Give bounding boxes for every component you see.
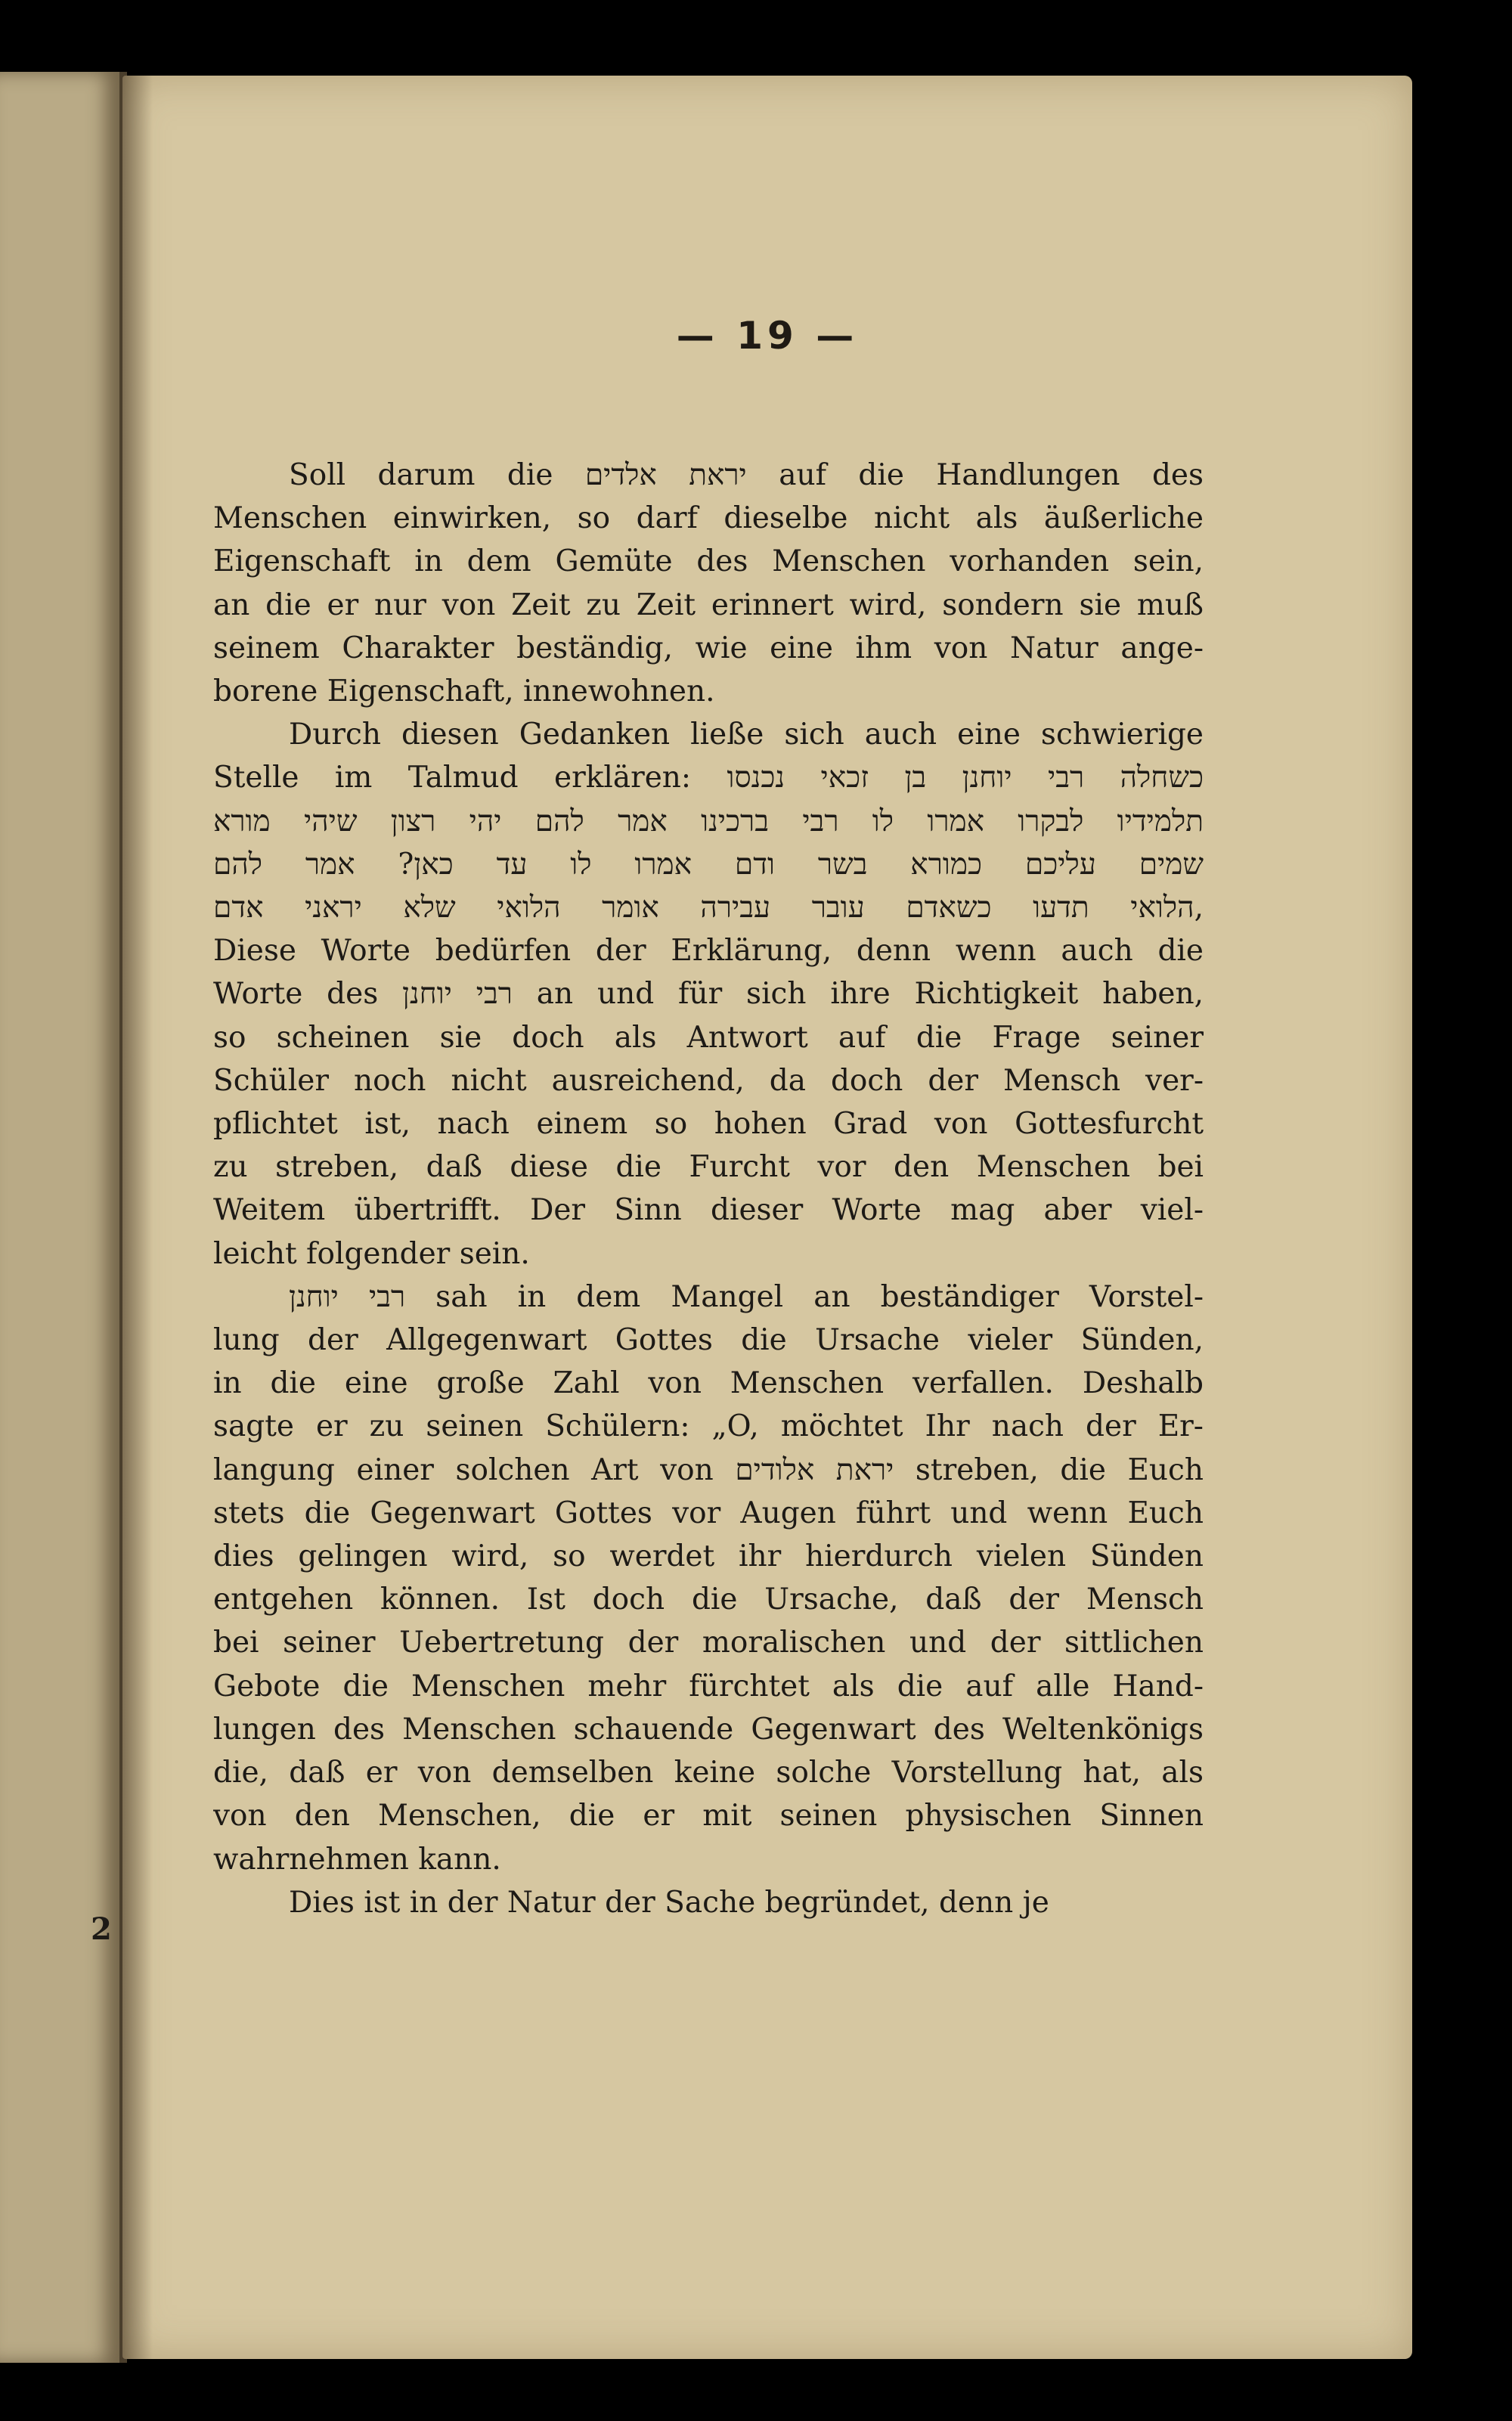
book-page	[122, 76, 1412, 2359]
paragraph	[213, 713, 1204, 1276]
text-line: lung der Allgegenwart Gottes die Ursache vieler Sünden,	[213, 1323, 1204, 1358]
text-line: so scheinen sie doch als Antwort auf die Frage seiner	[213, 1020, 1204, 1055]
text-line: Schüler noch nicht ausreichend, da doch der Mensch ver-	[213, 1063, 1204, 1098]
text-line: Worte des רבי יוחנן an und für sich ihre Richtigkeit haben,	[213, 977, 1204, 1012]
text-line: Durch diesen Gedanken ließe sich auch eine schwierige	[289, 718, 1204, 752]
text-line: Soll darum die יראת אלדים auf die Handlungen des	[289, 458, 1204, 492]
text-line: dies gelingen wird, so werdet ihr hierdurch vielen Sünden	[213, 1539, 1204, 1574]
paragraph	[213, 1276, 1204, 1881]
text-line: seinem Charakter beständig, wie eine ihm von Natur ange-	[213, 631, 1204, 665]
text-line: borene Eigenschaft, innewohnen.	[213, 674, 715, 709]
text-line: רבי יוחנן sah in dem Mangel an beständiger Vorstel-	[289, 1279, 1204, 1314]
page-gutter-shadow	[122, 76, 153, 2359]
body-text	[213, 454, 1204, 1924]
text-line: an die er nur von Zeit zu Zeit erinnert wird, sondern sie muß	[213, 587, 1204, 622]
text-line: תלמידיו לבקרו אמרו לו רבי ברכינו אמר להם יהי רצון שיהי מורא	[213, 804, 1204, 839]
text-line: pflichtet ist, nach einem so hohen Grad von Gottesfurcht	[213, 1107, 1204, 1142]
text-line: entgehen können. Ist doch die Ursache, daß der Mensch	[213, 1582, 1204, 1617]
text-line: langung einer solchen Art von יראת אלודים streben, die Euch	[213, 1452, 1204, 1487]
text-line: sagte er zu seinen Schülern: „O, möchtet Ihr nach der Er-	[213, 1409, 1204, 1444]
text-line: הלואי תדעו כשאדם עובר עבירה אומר הלואי שלא יראני אדם,	[213, 891, 1204, 925]
text-line: zu streben, daß diese die Furcht vor den Menschen bei	[213, 1150, 1204, 1185]
text-line: Gebote die Menschen mehr fürchtet als die auf alle Hand-	[213, 1669, 1204, 1703]
text-line: Eigenschaft in dem Gemüte des Menschen vorhanden sein,	[213, 544, 1204, 579]
signature-mark: 2	[91, 1911, 112, 1947]
text-line: von den Menschen, die er mit seinen physischen Sinnen	[213, 1799, 1204, 1834]
text-line: lungen des Menschen schauende Gegenwart des Weltenkönigs	[213, 1712, 1204, 1747]
page-number: — 19 —	[676, 314, 859, 358]
facing-page-edge	[0, 72, 127, 2363]
text-line: Dies ist in der Natur der Sache begründet, denn je	[289, 1885, 1049, 1920]
text-line: leicht folgender sein.	[213, 1236, 530, 1271]
paragraph	[213, 454, 1204, 713]
text-line: Menschen einwirken, so darf dieselbe nicht als äußerliche	[213, 501, 1204, 536]
text-line: Diese Worte bedürfen der Erklärung, denn wenn auch die	[213, 934, 1204, 969]
text-line: Stelle im Talmud erklären: כשחלה רבי יוחנן בן זכאי נכנסו	[213, 761, 1204, 795]
text-line: wahrnehmen kann.	[213, 1842, 501, 1877]
text-line: stets die Gegenwart Gottes vor Augen führt und wenn Euch	[213, 1496, 1204, 1530]
paragraph	[213, 1881, 1204, 1924]
text-line: die, daß er von demselben keine solche Vorstellung hat, als	[213, 1756, 1204, 1790]
text-line: שמים עליכם כמורא בשר ודם אמרו לו עד כאן? אמר להם	[213, 847, 1204, 882]
text-line: bei seiner Uebertretung der moralischen und der sittlichen	[213, 1626, 1204, 1660]
text-line: Weitem übertrifft. Der Sinn dieser Worte mag aber viel-	[213, 1193, 1204, 1228]
text-line: in die eine große Zahl von Menschen verfallen. Deshalb	[213, 1366, 1204, 1401]
